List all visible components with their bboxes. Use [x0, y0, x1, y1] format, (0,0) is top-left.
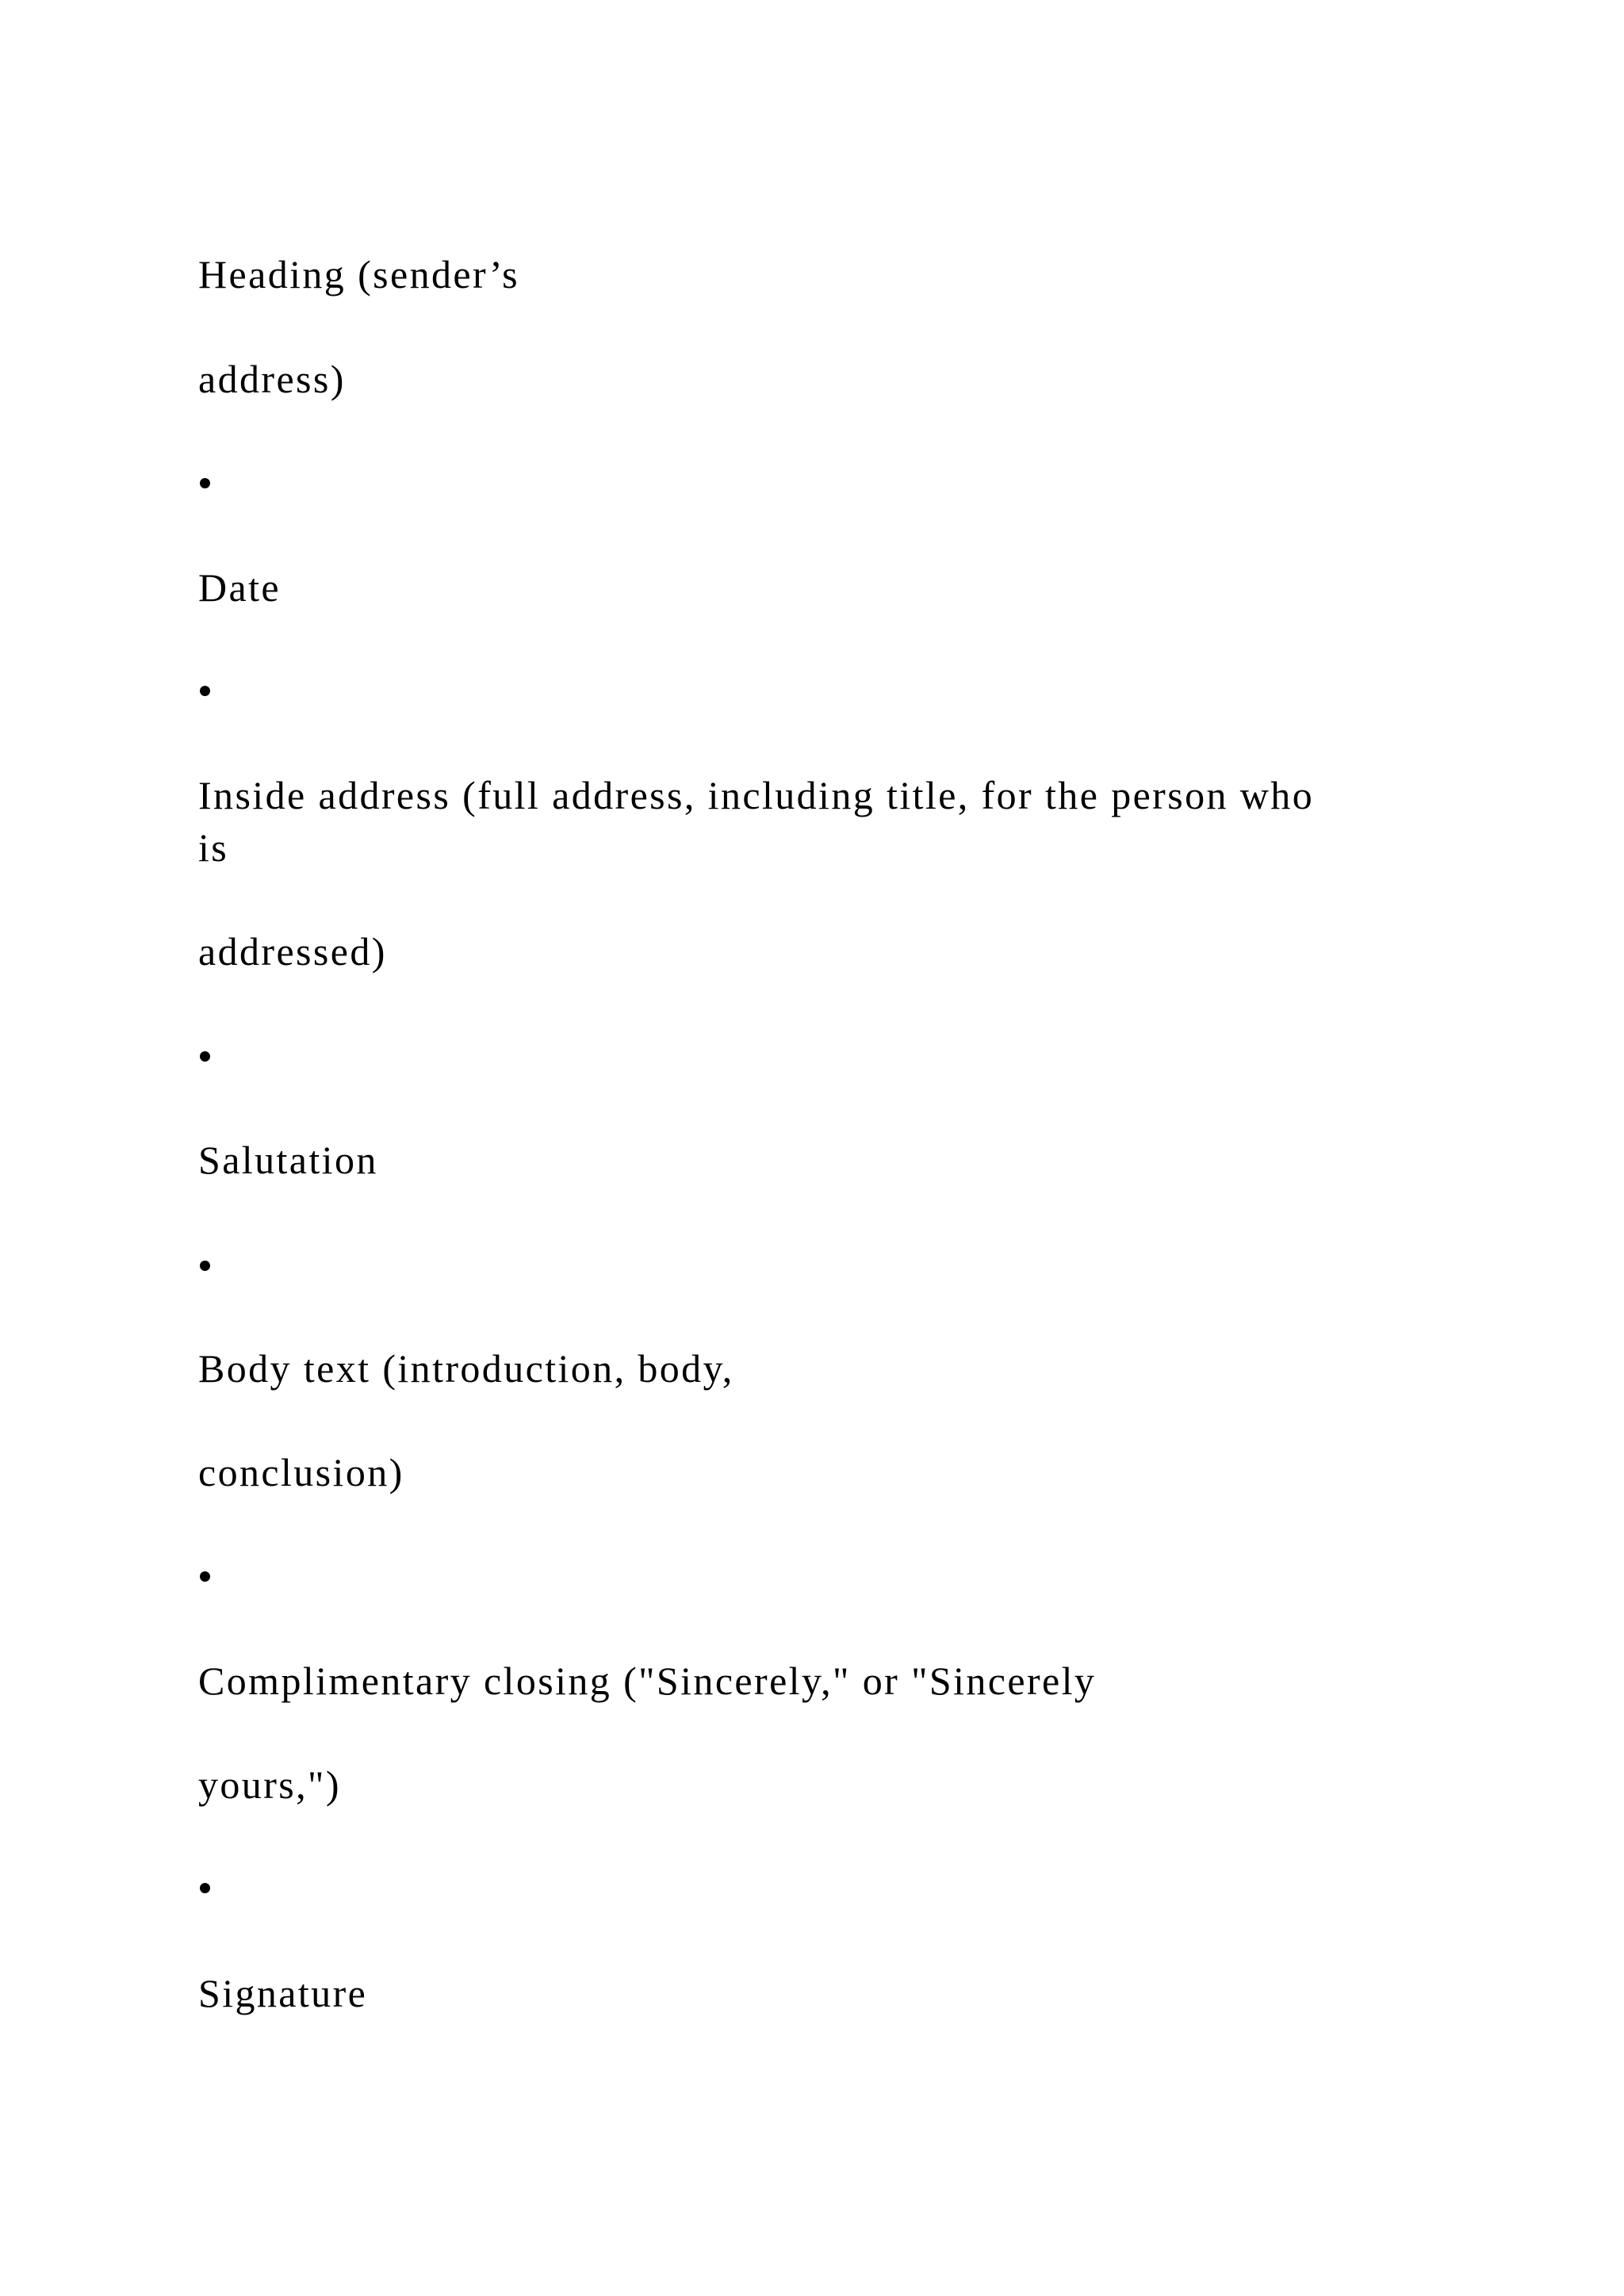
bullet-2 [200, 686, 210, 696]
closing-line-2: yours,") [198, 1762, 341, 1807]
signature-line: Signature [198, 1971, 368, 2015]
bullet-4 [200, 1261, 210, 1271]
closing-line-1: Complimentary closing ("Sincerely," or "Sincerely [198, 1659, 1097, 1703]
inside-address-line-3: addressed) [198, 929, 387, 974]
heading-line-2: address) [198, 357, 346, 401]
bullet-3 [200, 1051, 210, 1062]
inside-address-line-1: Inside address (full address, including title, for the person who [198, 773, 1315, 817]
bullet-5 [200, 1571, 210, 1582]
body-text-line-2: conclusion) [198, 1450, 404, 1494]
bullet-6 [200, 1883, 210, 1893]
date-line: Date [198, 565, 281, 610]
inside-address-line-2: is [198, 825, 229, 870]
body-text-line-1: Body text (introduction, body, [198, 1346, 734, 1391]
bullet-1 [200, 478, 210, 488]
salutation-line: Salutation [198, 1138, 378, 1182]
heading-line-1: Heading (sender’s [198, 252, 520, 297]
